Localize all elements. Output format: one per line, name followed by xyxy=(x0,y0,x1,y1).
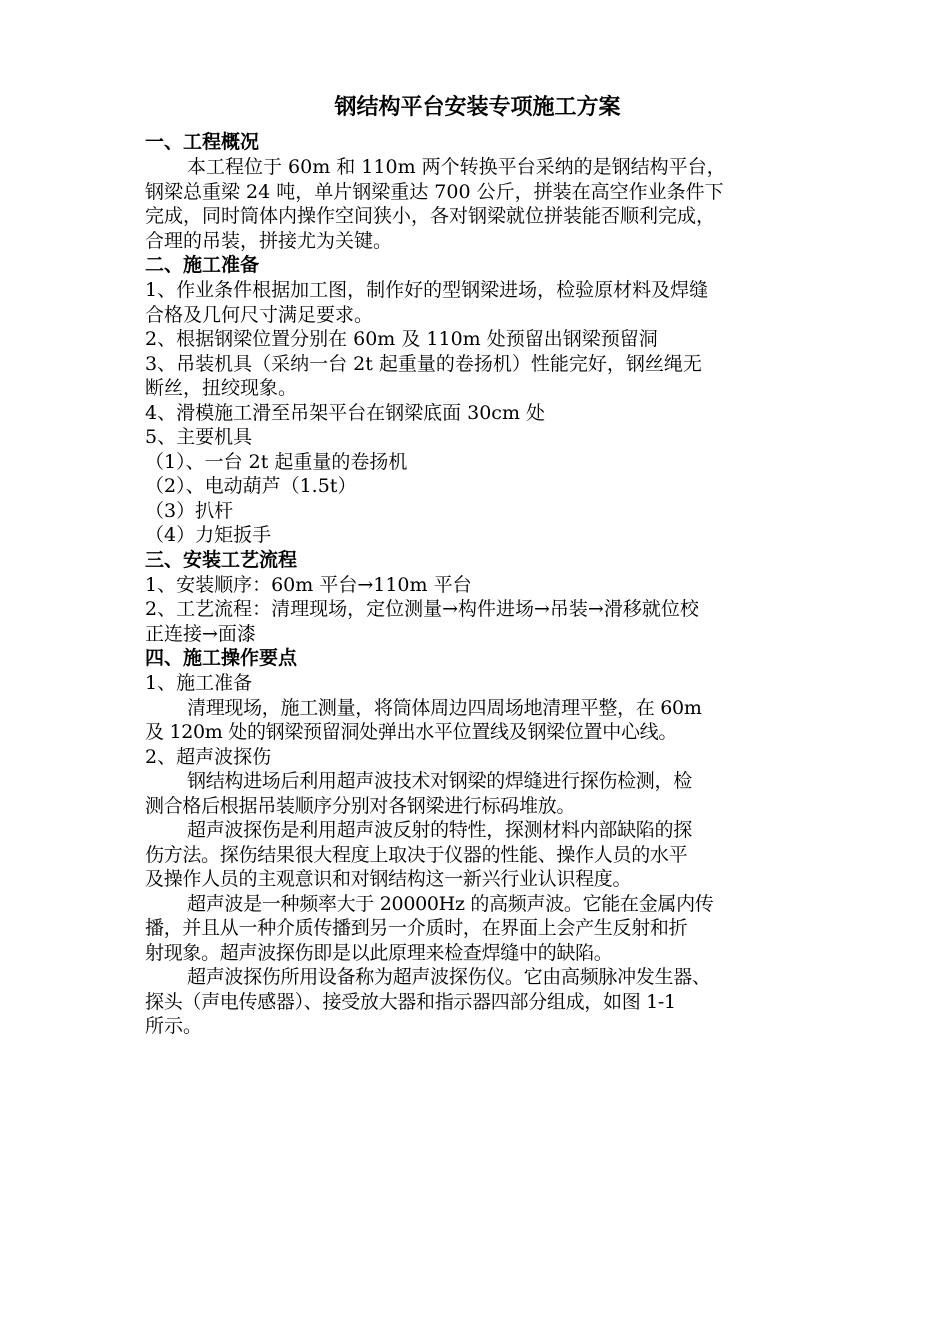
list-item: （1）、一台 2t 起重量的卷扬机 xyxy=(145,450,408,473)
paragraph-line: 超声波探伤所用设备称为超声波探伤仪。它由高频脉冲发生器、 xyxy=(187,966,711,988)
paragraph-line: 超声波探伤是利用超声波反射的特性，探测材料内部缺陷的探 xyxy=(187,819,692,841)
document-title: 钢结构平台安装专项施工方案 xyxy=(334,94,621,120)
paragraph-line: 钢结构进场后利用超声波技术对钢梁的焊缝进行探伤检测，检 xyxy=(187,770,692,792)
list-item: （3）扒杆 xyxy=(145,499,234,522)
list-item: 3、吊装机具（采纳一台 2t 起重量的卷扬机）性能完好，钢丝绳无 xyxy=(145,352,702,375)
list-item: 2、工艺流程：清理现场，定位测量→构件进场→吊装→滑移就位校 xyxy=(145,598,699,620)
paragraph-line: 测合格后根据吊装顺序分别对各钢梁进行标码堆放。 xyxy=(145,794,576,817)
list-item: 1、作业条件根据加工图，制作好的型钢梁进场，检验原材料及焊缝 xyxy=(145,279,709,301)
list-item: 4、滑模施工滑至吊架平台在钢梁底面 30cm 处 xyxy=(145,401,546,424)
paragraph-line: 及 120m 处的钢梁预留洞处弹出水平位置线及钢梁位置中心线。 xyxy=(145,721,678,743)
paragraph-line: 探头（声电传感器）、接受放大器和指示器四部分组成，如图 1-1 xyxy=(145,990,676,1013)
list-item: 合格及几何尺寸满足要求。 xyxy=(145,303,374,326)
paragraph-line: 钢梁总重梁 24 吨，单片钢梁重达 700 公斤，拼装在高空作业条件下 xyxy=(145,180,724,203)
list-item: 2、根据钢梁位置分别在 60m 及 110m 处预留出钢梁预留洞 xyxy=(145,328,658,350)
paragraph-line: 及操作人员的主观意识和对钢结构这一新兴行业认识程度。 xyxy=(145,868,632,890)
paragraph-line: 播，并且从一种介质传播到另一介质时，在界面上会产生反射和折 xyxy=(145,917,688,939)
paragraph-line: 完成，同时筒体内操作空间狭小，各对钢梁就位拼装能否顺利完成， xyxy=(145,205,716,227)
list-item: 5、主要机具 xyxy=(145,426,253,448)
paragraph-line: 伤方法。探伤结果很大程度上取决于仪器的性能、操作人员的水平 xyxy=(145,843,688,866)
section-heading-key-points: 四、施工操作要点 xyxy=(145,647,298,669)
list-item: 1、施工准备 xyxy=(145,672,253,694)
paragraph-line: 所示。 xyxy=(145,1015,203,1037)
document-body xyxy=(145,92,810,1039)
list-item: （2）、电动葫芦（1.5t） xyxy=(145,475,357,497)
list-item: 1、安装顺序：60m 平台→110m 平台 xyxy=(145,573,472,596)
list-item: 正连接→面漆 xyxy=(145,622,256,645)
section-heading-process: 三、安装工艺流程 xyxy=(145,548,298,571)
paragraph-line: 本工程位于 60m 和 110m 两个转换平台采纳的是钢结构平台， xyxy=(187,156,726,178)
section-heading-overview: 一、工程概况 xyxy=(145,131,260,153)
list-item: 断丝，扭绞现象。 xyxy=(145,377,298,399)
list-item: （4）力矩扳手 xyxy=(145,524,272,546)
paragraph-line: 超声波是一种频率大于 20000Hz 的高频声波。它能在金属内传 xyxy=(187,892,714,915)
paragraph-line: 合理的吊装，拼接尤为关键。 xyxy=(145,229,393,252)
paragraph-line: 清理现场，施工测量，将筒体周边四周场地清理平整，在 60m xyxy=(187,696,702,719)
paragraph-line: 射现象。超声波探伤即是以此原理来检查焊缝中的缺陷。 xyxy=(145,941,613,964)
list-item: 2、超声波探伤 xyxy=(145,745,272,768)
section-heading-preparation: 二、施工准备 xyxy=(145,254,260,276)
